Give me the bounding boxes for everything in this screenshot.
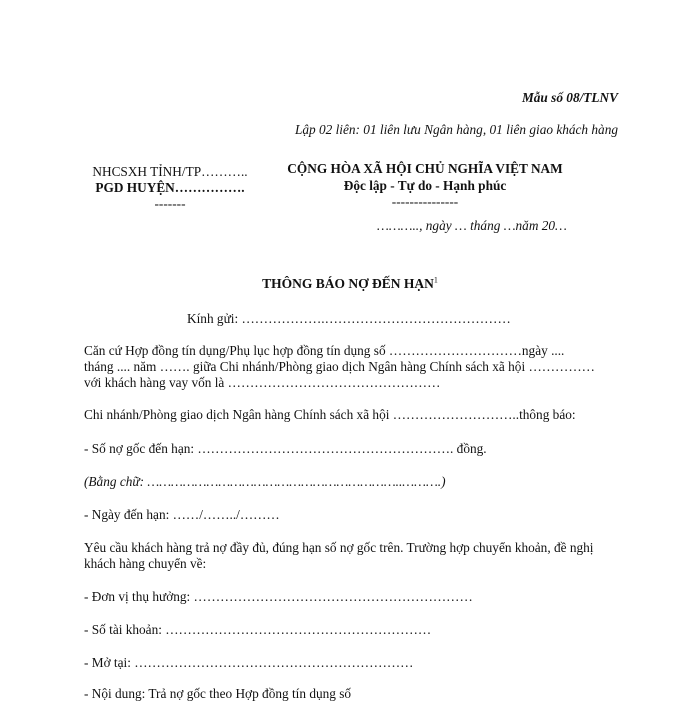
due-date-line: - Ngày đến hạn: ……/……../……… xyxy=(84,507,280,522)
request-line-2: khách hàng chuyển về: xyxy=(84,556,207,571)
account-number-line: - Số tài khoản: …………………………………………………… xyxy=(84,622,432,637)
beneficiary-line: - Đơn vị thụ hưởng: ……………………………………………………… xyxy=(84,589,473,604)
national-title: CỘNG HÒA XÃ HỘI CHỦ NGHĨA VIỆT NAM xyxy=(287,161,563,176)
date-line: ……….., ngày … tháng …năm 20… xyxy=(377,218,567,233)
document-title xyxy=(0,276,700,292)
contract-line-3: với khách hàng vay vốn là ………………………………………… xyxy=(84,375,441,390)
bank-opened-at-line: - Mở tại: ……………………………………………………… xyxy=(84,655,414,670)
notice-line: Chi nhánh/Phòng giao dịch Ngân hàng Chính sách xã hội ………………………..thông báo: xyxy=(84,407,576,422)
request-line-1: Yêu cầu khách hàng trả nợ đầy đủ, đúng hạn số nợ gốc trên. Trường hợp chuyển khoản, đề nghị xyxy=(84,540,594,555)
title-footnote: 1 xyxy=(433,275,438,285)
document-title-text: THÔNG BÁO NỢ ĐẾN HẠN xyxy=(262,276,434,291)
contract-line-2: tháng .... năm ……. giữa Chi nhánh/Phòng giao dịch Ngân hàng Chính sách xã hội …………… xyxy=(84,359,595,374)
left-header-divider: ------- xyxy=(154,196,186,211)
national-motto: Độc lập - Tự do - Hạnh phúc xyxy=(343,178,507,193)
form-number: Mẫu số 08/TLNV xyxy=(521,90,618,105)
payment-content-line: - Nội dung: Trả nợ gốc theo Hợp đồng tín dụng số xyxy=(84,686,352,701)
principal-due-line: - Số nợ gốc đến hạn: …………………………………………………. đồng. xyxy=(84,441,487,456)
branch-name: PGD HUYỆN……………. xyxy=(95,180,245,195)
contract-line-1: Căn cứ Hợp đồng tín dụng/Phụ lục hợp đồng tín dụng số …………………………ngày .... xyxy=(84,343,565,358)
greeting-line: Kính gửi: ……………….…………………………………… xyxy=(187,311,511,326)
amount-in-words-line: (Bằng chữ: ………………………………………………………..……….) xyxy=(84,474,446,489)
right-header-divider: --------------- xyxy=(391,194,459,209)
org-name: NHCSXH TỈNH/TP……….. xyxy=(92,164,248,179)
copies-note: Lập 02 liên: 01 liên lưu Ngân hàng, 01 liên giao khách hàng xyxy=(294,122,618,137)
